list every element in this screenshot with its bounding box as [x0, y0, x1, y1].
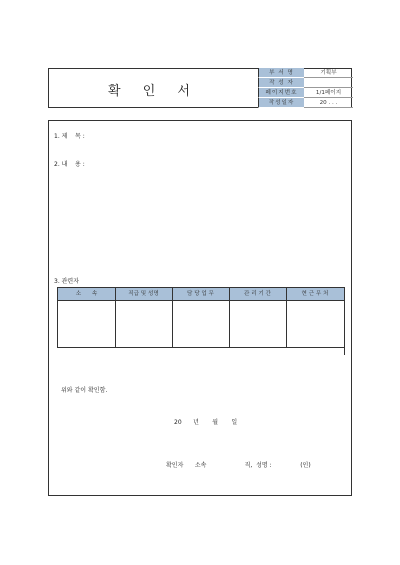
info-value — [304, 78, 353, 88]
info-label: 페이지번호 — [258, 88, 304, 98]
column-divider — [115, 288, 116, 347]
info-row-department — [258, 68, 353, 78]
info-row-author — [258, 78, 353, 88]
info-label: 부 서 명 — [258, 68, 304, 78]
column-header-duties: 담 당 업 무 — [187, 291, 214, 297]
signature-line: 확인자 소속 직, 성명 : (인) — [166, 462, 311, 469]
column-header-period: 관 리 기 간 — [244, 291, 271, 297]
subject-label: 1. 제 목 : — [54, 133, 85, 140]
info-value: 20 . . . — [304, 98, 353, 108]
document-info-table — [258, 68, 353, 109]
column-divider — [172, 288, 173, 347]
column-header-workplace: 현 근 무 처 — [301, 291, 329, 297]
related-persons-table — [57, 287, 345, 348]
related-persons-label: 3. 관련자 — [54, 278, 80, 285]
document-body — [48, 120, 352, 496]
column-divider — [229, 288, 230, 347]
info-row-page-number — [258, 88, 353, 98]
table-header-row — [58, 288, 344, 301]
info-value: 1/1페이지 — [304, 88, 353, 98]
info-value: 기획부 — [304, 68, 353, 78]
info-label: 작성일자 — [258, 98, 304, 108]
info-row-date — [258, 98, 353, 108]
info-label: 작 성 자 — [258, 78, 304, 88]
document-header — [48, 68, 352, 108]
column-header-rank-name: 직급 및 성명 — [128, 291, 159, 297]
column-divider — [286, 288, 287, 347]
confirmation-statement: 위와 같이 확인함. — [61, 387, 108, 394]
column-header-affiliation: 소 속 — [75, 291, 98, 297]
content-label: 2. 내 용 : — [54, 161, 85, 168]
table-edge-mark — [344, 347, 345, 355]
date-line: 20 년 월 일 — [174, 419, 238, 426]
document-title: 확 인 서 — [108, 83, 199, 99]
